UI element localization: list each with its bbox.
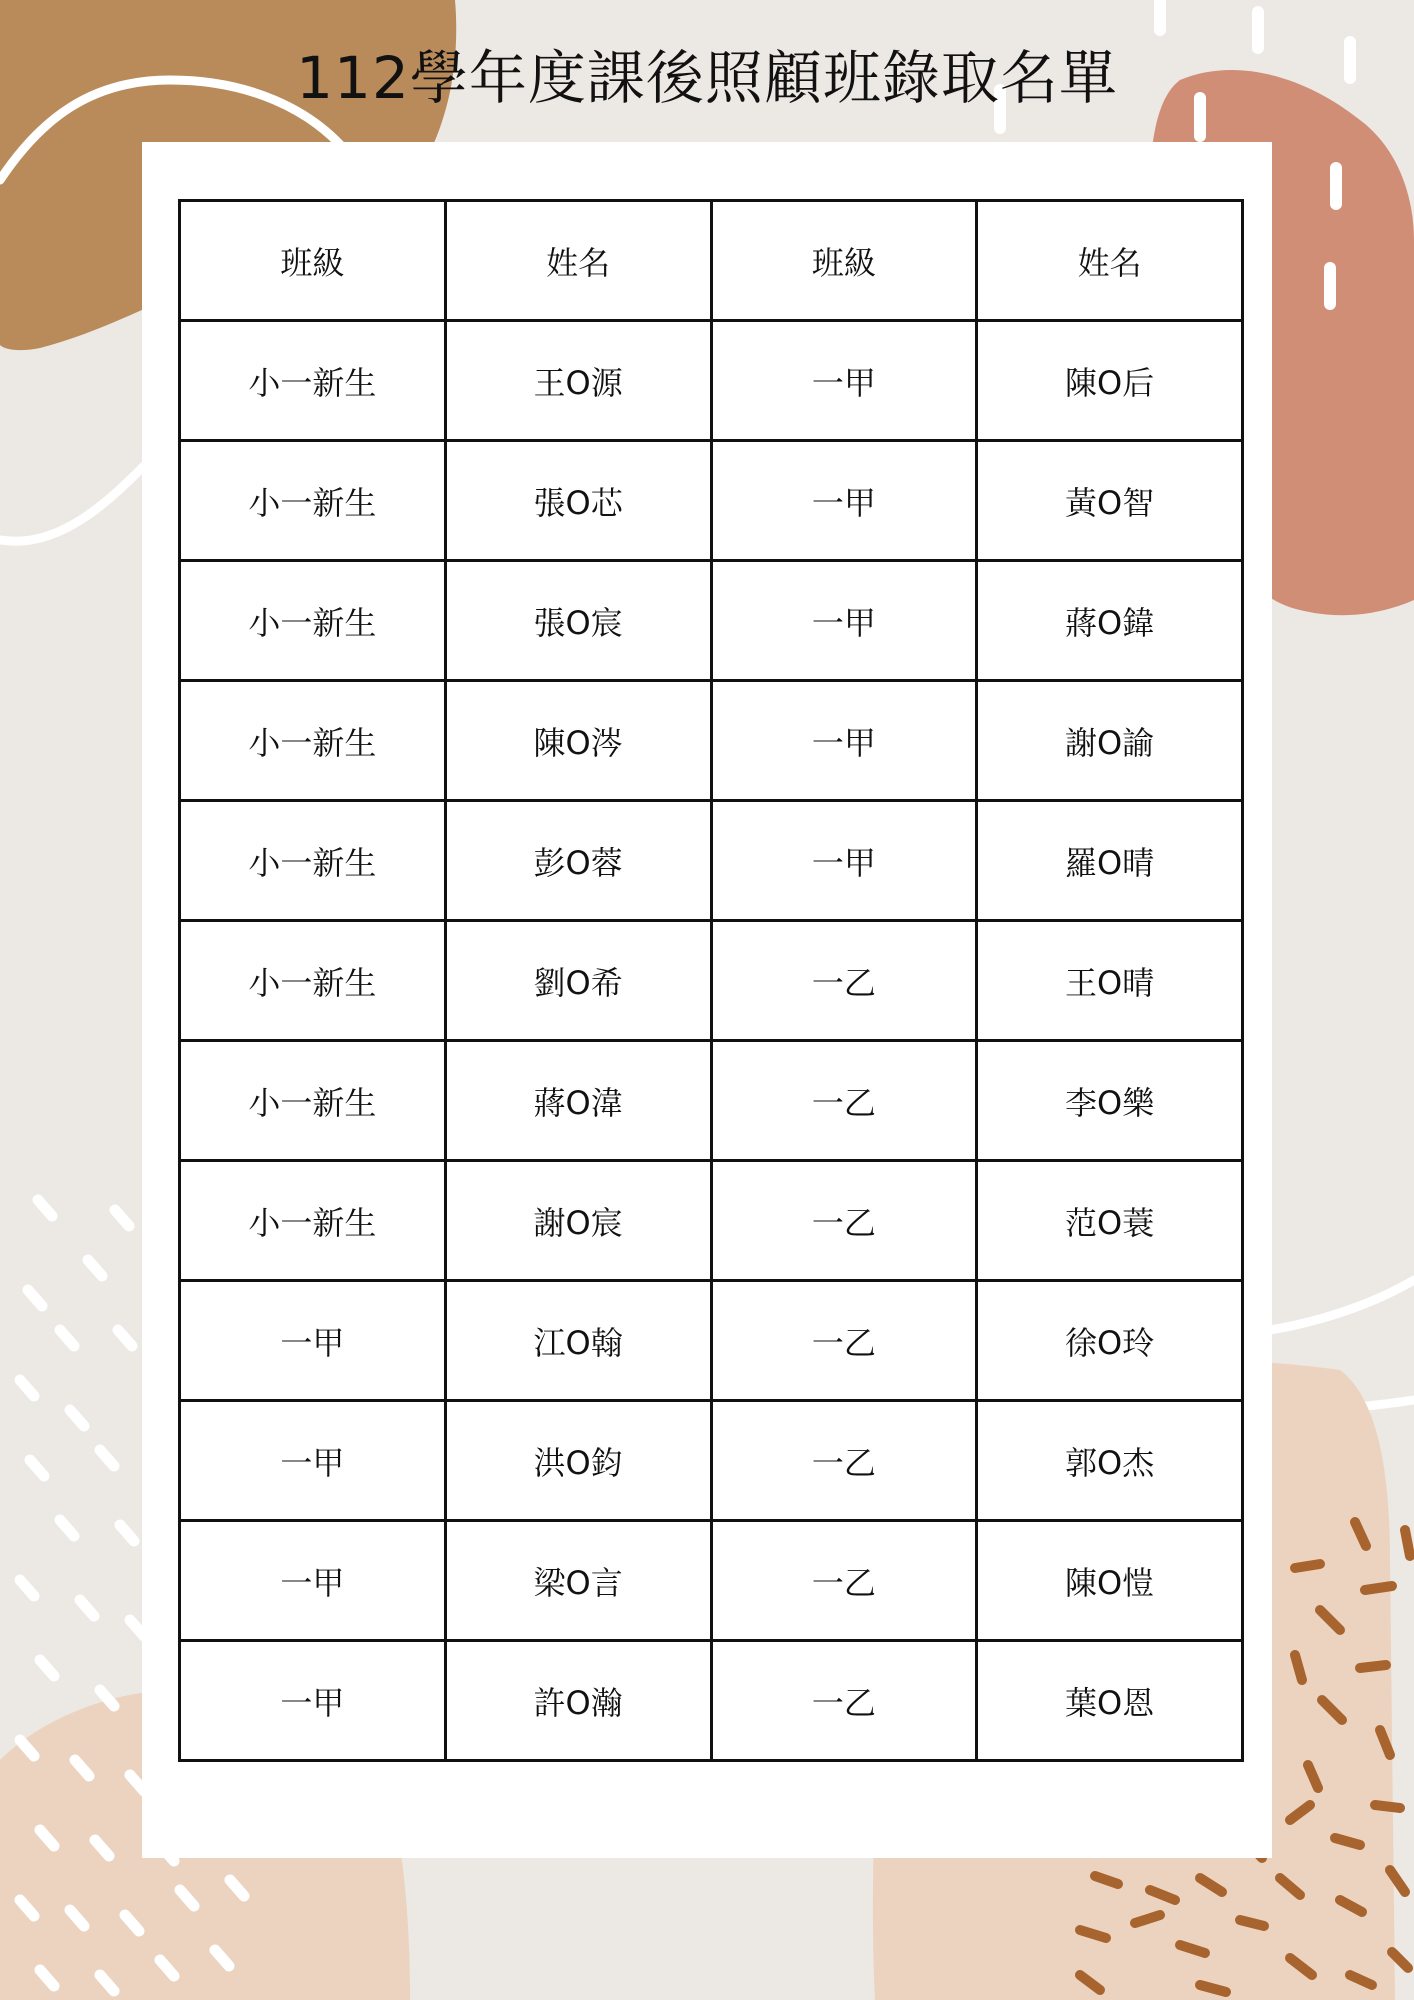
class-cell: 小一新生	[180, 1041, 446, 1161]
class-cell: 小一新生	[180, 921, 446, 1041]
page-title: 112學年度課後照顧班錄取名單	[296, 44, 1118, 112]
student-name-cell: 陳O愷	[977, 1521, 1243, 1641]
class-cell: 一乙	[711, 1401, 977, 1521]
class-cell: 小一新生	[180, 561, 446, 681]
table-row	[180, 1041, 1243, 1161]
class-cell: 一乙	[711, 1641, 977, 1761]
header-name-left: 姓名	[445, 201, 711, 321]
table-row	[180, 561, 1243, 681]
student-name-cell: 江O翰	[445, 1281, 711, 1401]
student-name-cell: 謝O諭	[977, 681, 1243, 801]
table-row	[180, 441, 1243, 561]
class-cell: 小一新生	[180, 681, 446, 801]
table-row	[180, 321, 1243, 441]
class-cell: 小一新生	[180, 801, 446, 921]
table-row	[180, 681, 1243, 801]
class-cell: 一甲	[180, 1521, 446, 1641]
header-class-right: 班級	[711, 201, 977, 321]
header-class-left: 班級	[180, 201, 446, 321]
student-name-cell: 葉O恩	[977, 1641, 1243, 1761]
class-cell: 一甲	[711, 681, 977, 801]
roster-table	[178, 199, 1244, 1762]
student-name-cell: 梁O言	[445, 1521, 711, 1641]
roster-panel	[142, 142, 1272, 1858]
class-cell: 小一新生	[180, 321, 446, 441]
student-name-cell: 彭O蓉	[445, 801, 711, 921]
table-row	[180, 1161, 1243, 1281]
class-cell: 一甲	[711, 561, 977, 681]
student-name-cell: 許O瀚	[445, 1641, 711, 1761]
class-cell: 一乙	[711, 1281, 977, 1401]
class-cell: 一乙	[711, 921, 977, 1041]
class-cell: 一甲	[180, 1401, 446, 1521]
student-name-cell: 李O樂	[977, 1041, 1243, 1161]
student-name-cell: 王O源	[445, 321, 711, 441]
table-row	[180, 1521, 1243, 1641]
table-row	[180, 1281, 1243, 1401]
class-cell: 小一新生	[180, 1161, 446, 1281]
student-name-cell: 劉O希	[445, 921, 711, 1041]
student-name-cell: 蔣O鍏	[977, 561, 1243, 681]
student-name-cell: 陳O后	[977, 321, 1243, 441]
student-name-cell: 蔣O湋	[445, 1041, 711, 1161]
student-name-cell: 王O晴	[977, 921, 1243, 1041]
student-name-cell: 張O芯	[445, 441, 711, 561]
class-cell: 一甲	[711, 801, 977, 921]
class-cell: 一乙	[711, 1521, 977, 1641]
student-name-cell: 徐O玲	[977, 1281, 1243, 1401]
class-cell: 一乙	[711, 1161, 977, 1281]
student-name-cell: 郭O杰	[977, 1401, 1243, 1521]
white-curve-line	[0, 460, 150, 541]
class-cell: 一甲	[711, 441, 977, 561]
student-name-cell: 謝O宸	[445, 1161, 711, 1281]
class-cell: 一甲	[180, 1281, 446, 1401]
student-name-cell: 范O蓑	[977, 1161, 1243, 1281]
student-name-cell: 羅O晴	[977, 801, 1243, 921]
class-cell: 一甲	[711, 321, 977, 441]
class-cell: 小一新生	[180, 441, 446, 561]
table-row	[180, 801, 1243, 921]
table-header-row	[180, 201, 1243, 321]
white-curve-line	[1270, 1280, 1414, 1330]
class-cell: 一甲	[180, 1641, 446, 1761]
table-row	[180, 921, 1243, 1041]
student-name-cell: 洪O鈞	[445, 1401, 711, 1521]
header-name-right: 姓名	[977, 201, 1243, 321]
student-name-cell: 陳O涔	[445, 681, 711, 801]
table-row	[180, 1401, 1243, 1521]
table-row	[180, 1641, 1243, 1761]
class-cell: 一乙	[711, 1041, 977, 1161]
student-name-cell: 黃O智	[977, 441, 1243, 561]
student-name-cell: 張O宸	[445, 561, 711, 681]
